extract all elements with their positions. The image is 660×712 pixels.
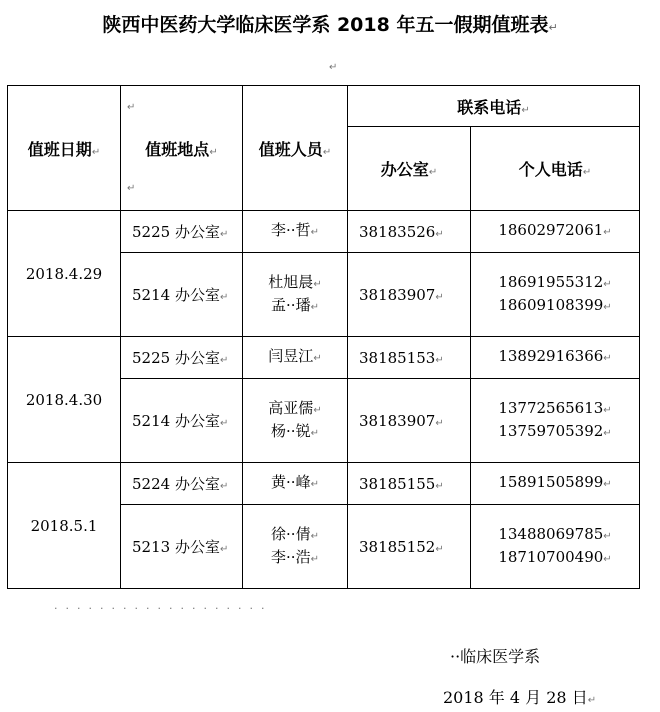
personal-phone: 15891505899↵	[498, 473, 612, 491]
staff-name: 孟··璠↵	[271, 295, 319, 314]
duty-location-cell: 5225 办公室↵	[121, 337, 243, 379]
staff-name: 闫昱江↵	[268, 347, 322, 365]
staff-name: 黄··峰↵	[271, 473, 319, 491]
personal-phone: 13892916366↵	[498, 347, 612, 365]
staff-name: 李··哲↵	[271, 221, 319, 239]
duty-staff-cell	[243, 379, 348, 463]
duty-staff-cell	[243, 211, 348, 253]
duty-staff-cell	[243, 505, 348, 589]
personal-phone-cell	[471, 253, 640, 337]
duty-staff-cell	[243, 253, 348, 337]
office-phone-cell: 38183907↵	[348, 379, 471, 463]
personal-phone: 13759705392↵	[498, 421, 612, 440]
duty-location-cell: 5225 办公室↵	[121, 211, 243, 253]
office-phone-cell: 38183526↵	[348, 211, 471, 253]
table-row	[8, 337, 640, 379]
personal-phone-cell	[471, 211, 640, 253]
staff-name: 徐··倩↵	[271, 524, 319, 543]
duty-location-cell: 5224 办公室↵	[121, 463, 243, 505]
title-text: 陕西中医药大学临床医学系 2018 年五一假期值班表	[102, 14, 549, 36]
office-phone-cell: 38185152↵	[348, 505, 471, 589]
header-contact: 联系电话↵	[348, 86, 640, 127]
staff-name: 高亚儒↵	[268, 398, 322, 417]
document-title	[0, 10, 660, 37]
signature-date: 2018 年 4 月 28 日↵	[443, 688, 597, 707]
personal-phone-cell	[471, 379, 640, 463]
personal-phone-cell	[471, 505, 640, 589]
personal-phone: 18691955312↵	[498, 272, 612, 291]
office-phone-cell: 38185153↵	[348, 337, 471, 379]
duty-location-cell: 5213 办公室↵	[121, 505, 243, 589]
department-signature: ··临床医学系	[450, 647, 541, 666]
personal-phone: 18609108399↵	[498, 295, 612, 314]
personal-phone-cell	[471, 463, 640, 505]
office-phone-cell: 38185155↵	[348, 463, 471, 505]
header-staff: 值班人员↵	[243, 86, 348, 211]
staff-name: 李··浩↵	[271, 547, 319, 566]
table-row	[8, 211, 640, 253]
personal-phone: 18710700490↵	[498, 547, 612, 566]
duty-location-cell: 5214 办公室↵	[121, 253, 243, 337]
duty-location-cell: 5214 办公室↵	[121, 379, 243, 463]
duty-staff-cell	[243, 337, 348, 379]
header-personal: 个人电话↵	[471, 127, 640, 211]
staff-name: 杨··锐↵	[271, 421, 319, 440]
header-office: 办公室↵	[348, 127, 471, 211]
dotted-line: ···················	[54, 602, 273, 615]
personal-phone-cell	[471, 337, 640, 379]
duty-staff-cell	[243, 463, 348, 505]
paragraph-mark: ↵	[329, 62, 338, 73]
header-date: 值班日期↵	[8, 86, 121, 211]
duty-date-cell: 2018.4.29	[8, 211, 121, 337]
staff-name: 杜旭晨↵	[268, 272, 322, 291]
table-row	[8, 463, 640, 505]
duty-date-cell: 2018.4.30	[8, 337, 121, 463]
paragraph-mark: ↵	[548, 21, 558, 34]
header-location: ↵ 值班地点↵ ↵	[121, 86, 243, 211]
duty-table	[7, 85, 640, 589]
office-phone-cell: 38183907↵	[348, 253, 471, 337]
personal-phone: 13488069785↵	[498, 524, 612, 543]
duty-date-cell: 2018.5.1	[8, 463, 121, 589]
personal-phone: 18602972061↵	[498, 221, 612, 239]
personal-phone: 13772565613↵	[498, 398, 612, 417]
